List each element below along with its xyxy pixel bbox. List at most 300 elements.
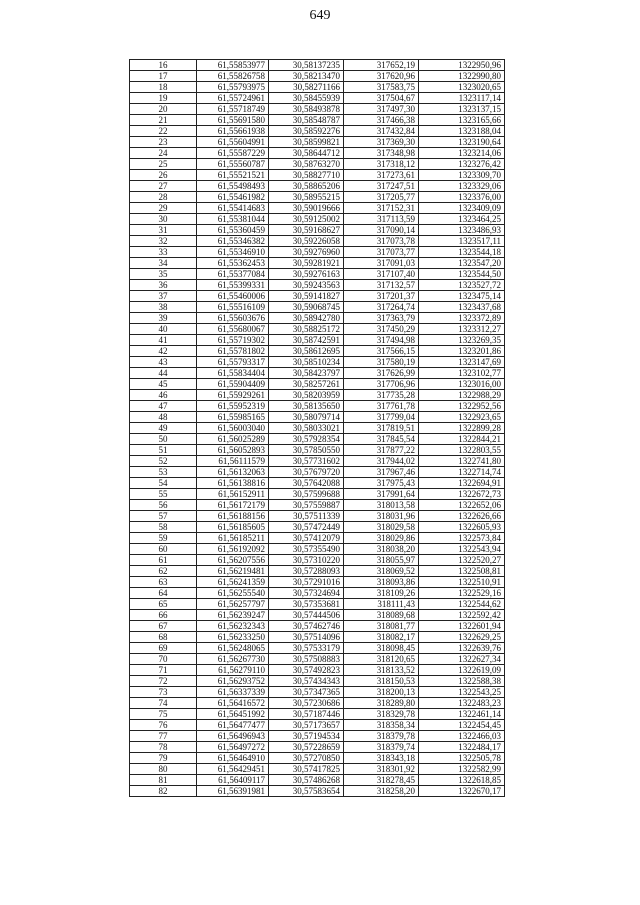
longitude-cell: 30,57412079 [269,533,344,544]
point-number-cell: 45 [130,379,197,390]
point-number-cell: 59 [130,533,197,544]
latitude-cell: 61,55498493 [197,181,269,192]
point-number-cell: 52 [130,456,197,467]
y-coordinate-cell: 1323464,25 [419,214,505,225]
longitude-cell: 30,57642088 [269,478,344,489]
x-coordinate-cell: 317466,38 [344,115,419,126]
latitude-cell: 61,55691580 [197,115,269,126]
y-coordinate-cell: 1322529,16 [419,588,505,599]
longitude-cell: 30,57324694 [269,588,344,599]
coordinates-table [129,59,505,797]
table-row [130,335,505,346]
x-coordinate-cell: 317819,51 [344,423,419,434]
table-row [130,269,505,280]
point-number-cell: 76 [130,720,197,731]
point-number-cell: 46 [130,390,197,401]
x-coordinate-cell: 318200,13 [344,687,419,698]
longitude-cell: 30,58742591 [269,335,344,346]
table-row [130,456,505,467]
longitude-cell: 30,57291016 [269,577,344,588]
latitude-cell: 61,56391981 [197,786,269,797]
y-coordinate-cell: 1323165,66 [419,115,505,126]
point-number-cell: 36 [130,280,197,291]
point-number-cell: 17 [130,71,197,82]
y-coordinate-cell: 1323147,69 [419,357,505,368]
table-row [130,665,505,676]
x-coordinate-cell: 317497,30 [344,104,419,115]
latitude-cell: 61,56267730 [197,654,269,665]
x-coordinate-cell: 317369,30 [344,137,419,148]
x-coordinate-cell: 318089,68 [344,610,419,621]
table-row [130,753,505,764]
longitude-cell: 30,57533179 [269,643,344,654]
x-coordinate-cell: 318031,96 [344,511,419,522]
x-coordinate-cell: 318289,80 [344,698,419,709]
y-coordinate-cell: 1322950,96 [419,60,505,71]
latitude-cell: 61,55853977 [197,60,269,71]
longitude-cell: 30,58592276 [269,126,344,137]
table-row [130,489,505,500]
table-row [130,643,505,654]
x-coordinate-cell: 317580,19 [344,357,419,368]
y-coordinate-cell: 1322505,78 [419,753,505,764]
longitude-cell: 30,57583654 [269,786,344,797]
point-number-cell: 69 [130,643,197,654]
longitude-cell: 30,57599688 [269,489,344,500]
x-coordinate-cell: 318109,26 [344,588,419,599]
latitude-cell: 61,55793975 [197,82,269,93]
table-row [130,214,505,225]
longitude-cell: 30,58825172 [269,324,344,335]
latitude-cell: 61,56257797 [197,599,269,610]
table-row [130,676,505,687]
y-coordinate-cell: 1322588,38 [419,676,505,687]
x-coordinate-cell: 317799,04 [344,412,419,423]
y-coordinate-cell: 1322520,27 [419,555,505,566]
table-row [130,511,505,522]
latitude-cell: 61,56207556 [197,555,269,566]
longitude-cell: 30,58213470 [269,71,344,82]
x-coordinate-cell: 317264,74 [344,302,419,313]
y-coordinate-cell: 1323188,04 [419,126,505,137]
x-coordinate-cell: 317132,57 [344,280,419,291]
point-number-cell: 72 [130,676,197,687]
longitude-cell: 30,57731602 [269,456,344,467]
y-coordinate-cell: 1322990,80 [419,71,505,82]
page-number: 649 [309,8,331,23]
latitude-cell: 61,56409117 [197,775,269,786]
longitude-cell: 30,58942780 [269,313,344,324]
y-coordinate-cell: 1323517,11 [419,236,505,247]
x-coordinate-cell: 317247,51 [344,181,419,192]
y-coordinate-cell: 1323544,50 [419,269,505,280]
point-number-cell: 22 [130,126,197,137]
y-coordinate-cell: 1322454,45 [419,720,505,731]
latitude-cell: 61,55460006 [197,291,269,302]
y-coordinate-cell: 1322627,34 [419,654,505,665]
longitude-cell: 30,57679720 [269,467,344,478]
y-coordinate-cell: 1322714,74 [419,467,505,478]
table-row [130,698,505,709]
y-coordinate-cell: 1322544,62 [419,599,505,610]
point-number-cell: 49 [130,423,197,434]
point-number-cell: 44 [130,368,197,379]
x-coordinate-cell: 317073,78 [344,236,419,247]
longitude-cell: 30,57444506 [269,610,344,621]
table-row [130,93,505,104]
point-number-cell: 74 [130,698,197,709]
point-number-cell: 62 [130,566,197,577]
table-row [130,610,505,621]
point-number-cell: 80 [130,764,197,775]
x-coordinate-cell: 317652,19 [344,60,419,71]
latitude-cell: 61,56279110 [197,665,269,676]
y-coordinate-cell: 1323276,42 [419,159,505,170]
y-coordinate-cell: 1323547,20 [419,258,505,269]
y-coordinate-cell: 1322672,73 [419,489,505,500]
latitude-cell: 61,56496943 [197,731,269,742]
longitude-cell: 30,58510234 [269,357,344,368]
y-coordinate-cell: 1322844,21 [419,434,505,445]
x-coordinate-cell: 317201,37 [344,291,419,302]
point-number-cell: 24 [130,148,197,159]
x-coordinate-cell: 317348,98 [344,148,419,159]
table-row [130,368,505,379]
point-number-cell: 21 [130,115,197,126]
latitude-cell: 61,55516109 [197,302,269,313]
y-coordinate-cell: 1323409,09 [419,203,505,214]
point-number-cell: 42 [130,346,197,357]
longitude-cell: 30,57187446 [269,709,344,720]
latitude-cell: 61,56255540 [197,588,269,599]
point-number-cell: 79 [130,753,197,764]
x-coordinate-cell: 317363,79 [344,313,419,324]
x-coordinate-cell: 317620,96 [344,71,419,82]
latitude-cell: 61,56192092 [197,544,269,555]
coordinates-table-body [130,60,505,797]
y-coordinate-cell: 1323020,65 [419,82,505,93]
y-coordinate-cell: 1323376,00 [419,192,505,203]
x-coordinate-cell: 318301,92 [344,764,419,775]
longitude-cell: 30,59226058 [269,236,344,247]
longitude-cell: 30,57508883 [269,654,344,665]
longitude-cell: 30,58644712 [269,148,344,159]
y-coordinate-cell: 1323190,64 [419,137,505,148]
point-number-cell: 48 [130,412,197,423]
longitude-cell: 30,57511339 [269,511,344,522]
latitude-cell: 61,55680067 [197,324,269,335]
longitude-cell: 30,57462746 [269,621,344,632]
longitude-cell: 30,57310220 [269,555,344,566]
table-row [130,467,505,478]
point-number-cell: 35 [130,269,197,280]
longitude-cell: 30,58203959 [269,390,344,401]
x-coordinate-cell: 317494,98 [344,335,419,346]
longitude-cell: 30,58865206 [269,181,344,192]
longitude-cell: 30,58135650 [269,401,344,412]
y-coordinate-cell: 1323329,06 [419,181,505,192]
table-row [130,247,505,258]
longitude-cell: 30,58079714 [269,412,344,423]
latitude-cell: 61,56132063 [197,467,269,478]
x-coordinate-cell: 318093,86 [344,577,419,588]
x-coordinate-cell: 317877,22 [344,445,419,456]
longitude-cell: 30,58763270 [269,159,344,170]
y-coordinate-cell: 1322619,09 [419,665,505,676]
point-number-cell: 57 [130,511,197,522]
table-row [130,412,505,423]
longitude-cell: 30,57486268 [269,775,344,786]
x-coordinate-cell: 317583,75 [344,82,419,93]
latitude-cell: 61,55461982 [197,192,269,203]
table-row [130,423,505,434]
x-coordinate-cell: 317091,03 [344,258,419,269]
latitude-cell: 61,56052893 [197,445,269,456]
x-coordinate-cell: 318258,20 [344,786,419,797]
x-coordinate-cell: 317944,02 [344,456,419,467]
table-row [130,60,505,71]
table-row [130,445,505,456]
latitude-cell: 61,55719302 [197,335,269,346]
y-coordinate-cell: 1323372,89 [419,313,505,324]
point-number-cell: 51 [130,445,197,456]
table-row [130,390,505,401]
point-number-cell: 78 [130,742,197,753]
point-number-cell: 64 [130,588,197,599]
latitude-cell: 61,55793317 [197,357,269,368]
y-coordinate-cell: 1323214,06 [419,148,505,159]
latitude-cell: 61,55360459 [197,225,269,236]
latitude-cell: 61,55377084 [197,269,269,280]
longitude-cell: 30,57353681 [269,599,344,610]
table-row [130,577,505,588]
y-coordinate-cell: 1322461,14 [419,709,505,720]
point-number-cell: 39 [130,313,197,324]
point-number-cell: 81 [130,775,197,786]
x-coordinate-cell: 318358,34 [344,720,419,731]
table-row [130,533,505,544]
table-row [130,225,505,236]
x-coordinate-cell: 317991,64 [344,489,419,500]
longitude-cell: 30,58455939 [269,93,344,104]
x-coordinate-cell: 318329,78 [344,709,419,720]
y-coordinate-cell: 1322483,23 [419,698,505,709]
longitude-cell: 30,57559887 [269,500,344,511]
table-row [130,555,505,566]
table-row [130,170,505,181]
x-coordinate-cell: 317450,29 [344,324,419,335]
longitude-cell: 30,58612695 [269,346,344,357]
x-coordinate-cell: 318029,58 [344,522,419,533]
y-coordinate-cell: 1322543,94 [419,544,505,555]
latitude-cell: 61,56429451 [197,764,269,775]
table-row [130,500,505,511]
longitude-cell: 30,58599821 [269,137,344,148]
point-number-cell: 37 [130,291,197,302]
latitude-cell: 61,56239247 [197,610,269,621]
table-row [130,786,505,797]
latitude-cell: 61,56185605 [197,522,269,533]
longitude-cell: 30,59019666 [269,203,344,214]
latitude-cell: 61,55414683 [197,203,269,214]
longitude-cell: 30,57194534 [269,731,344,742]
point-number-cell: 19 [130,93,197,104]
x-coordinate-cell: 318343,18 [344,753,419,764]
latitude-cell: 61,56464910 [197,753,269,764]
y-coordinate-cell: 1322652,06 [419,500,505,511]
longitude-cell: 30,57928354 [269,434,344,445]
x-coordinate-cell: 318013,58 [344,500,419,511]
point-number-cell: 60 [130,544,197,555]
table-row [130,709,505,720]
point-number-cell: 31 [130,225,197,236]
y-coordinate-cell: 1323486,93 [419,225,505,236]
y-coordinate-cell: 1323312,27 [419,324,505,335]
longitude-cell: 30,57434343 [269,676,344,687]
x-coordinate-cell: 317761,78 [344,401,419,412]
latitude-cell: 61,56003040 [197,423,269,434]
table-row [130,632,505,643]
x-coordinate-cell: 317845,54 [344,434,419,445]
x-coordinate-cell: 318082,17 [344,632,419,643]
table-row [130,126,505,137]
latitude-cell: 61,55587229 [197,148,269,159]
longitude-cell: 30,58548787 [269,115,344,126]
y-coordinate-cell: 1323475,14 [419,291,505,302]
point-number-cell: 70 [130,654,197,665]
point-number-cell: 34 [130,258,197,269]
longitude-cell: 30,57417825 [269,764,344,775]
table-row [130,104,505,115]
latitude-cell: 61,55985165 [197,412,269,423]
x-coordinate-cell: 317073,77 [344,247,419,258]
table-row [130,346,505,357]
latitude-cell: 61,56188156 [197,511,269,522]
x-coordinate-cell: 318038,20 [344,544,419,555]
point-number-cell: 41 [130,335,197,346]
y-coordinate-cell: 1322626,66 [419,511,505,522]
latitude-cell: 61,55604991 [197,137,269,148]
point-number-cell: 54 [130,478,197,489]
point-number-cell: 65 [130,599,197,610]
point-number-cell: 27 [130,181,197,192]
longitude-cell: 30,57228659 [269,742,344,753]
y-coordinate-cell: 1322952,56 [419,401,505,412]
point-number-cell: 40 [130,324,197,335]
table-row [130,588,505,599]
latitude-cell: 61,56219481 [197,566,269,577]
table-row [130,731,505,742]
table-row [130,566,505,577]
longitude-cell: 30,57230686 [269,698,344,709]
latitude-cell: 61,55521521 [197,170,269,181]
point-number-cell: 58 [130,522,197,533]
latitude-cell: 61,55346382 [197,236,269,247]
x-coordinate-cell: 317152,31 [344,203,419,214]
table-row [130,82,505,93]
latitude-cell: 61,56111579 [197,456,269,467]
table-row [130,621,505,632]
point-number-cell: 75 [130,709,197,720]
latitude-cell: 61,56172179 [197,500,269,511]
longitude-cell: 30,58137235 [269,60,344,71]
y-coordinate-cell: 1322484,17 [419,742,505,753]
latitude-cell: 61,55346910 [197,247,269,258]
longitude-cell: 30,57270850 [269,753,344,764]
latitude-cell: 61,56025289 [197,434,269,445]
x-coordinate-cell: 318150,53 [344,676,419,687]
point-number-cell: 50 [130,434,197,445]
x-coordinate-cell: 317273,61 [344,170,419,181]
point-number-cell: 32 [130,236,197,247]
x-coordinate-cell: 317975,43 [344,478,419,489]
table-row [130,137,505,148]
table-row [130,236,505,247]
table-row [130,522,505,533]
point-number-cell: 63 [130,577,197,588]
y-coordinate-cell: 1323527,72 [419,280,505,291]
x-coordinate-cell: 318069,52 [344,566,419,577]
latitude-cell: 61,55718749 [197,104,269,115]
latitude-cell: 61,56152911 [197,489,269,500]
x-coordinate-cell: 317205,77 [344,192,419,203]
table-row [130,148,505,159]
latitude-cell: 61,55362453 [197,258,269,269]
longitude-cell: 30,59276163 [269,269,344,280]
point-number-cell: 25 [130,159,197,170]
x-coordinate-cell: 318029,86 [344,533,419,544]
table-row [130,599,505,610]
y-coordinate-cell: 1323309,70 [419,170,505,181]
longitude-cell: 30,57514096 [269,632,344,643]
table-row [130,324,505,335]
latitude-cell: 61,56248065 [197,643,269,654]
latitude-cell: 61,56241359 [197,577,269,588]
x-coordinate-cell: 318081,77 [344,621,419,632]
longitude-cell: 30,58033021 [269,423,344,434]
y-coordinate-cell: 1322629,25 [419,632,505,643]
latitude-cell: 61,55952319 [197,401,269,412]
y-coordinate-cell: 1322618,85 [419,775,505,786]
x-coordinate-cell: 317504,67 [344,93,419,104]
y-coordinate-cell: 1322601,94 [419,621,505,632]
point-number-cell: 77 [130,731,197,742]
y-coordinate-cell: 1323544,18 [419,247,505,258]
longitude-cell: 30,59168627 [269,225,344,236]
y-coordinate-cell: 1322670,17 [419,786,505,797]
y-coordinate-cell: 1322605,93 [419,522,505,533]
point-number-cell: 29 [130,203,197,214]
y-coordinate-cell: 1323269,35 [419,335,505,346]
table-row [130,181,505,192]
point-number-cell: 28 [130,192,197,203]
latitude-cell: 61,55399331 [197,280,269,291]
table-row [130,687,505,698]
table-row [130,313,505,324]
y-coordinate-cell: 1322694,91 [419,478,505,489]
latitude-cell: 61,55381044 [197,214,269,225]
x-coordinate-cell: 318055,97 [344,555,419,566]
latitude-cell: 61,56293752 [197,676,269,687]
latitude-cell: 61,55560787 [197,159,269,170]
longitude-cell: 30,59276960 [269,247,344,258]
point-number-cell: 18 [130,82,197,93]
latitude-cell: 61,56416572 [197,698,269,709]
latitude-cell: 61,55724961 [197,93,269,104]
latitude-cell: 61,55834404 [197,368,269,379]
table-row [130,379,505,390]
point-number-cell: 20 [130,104,197,115]
